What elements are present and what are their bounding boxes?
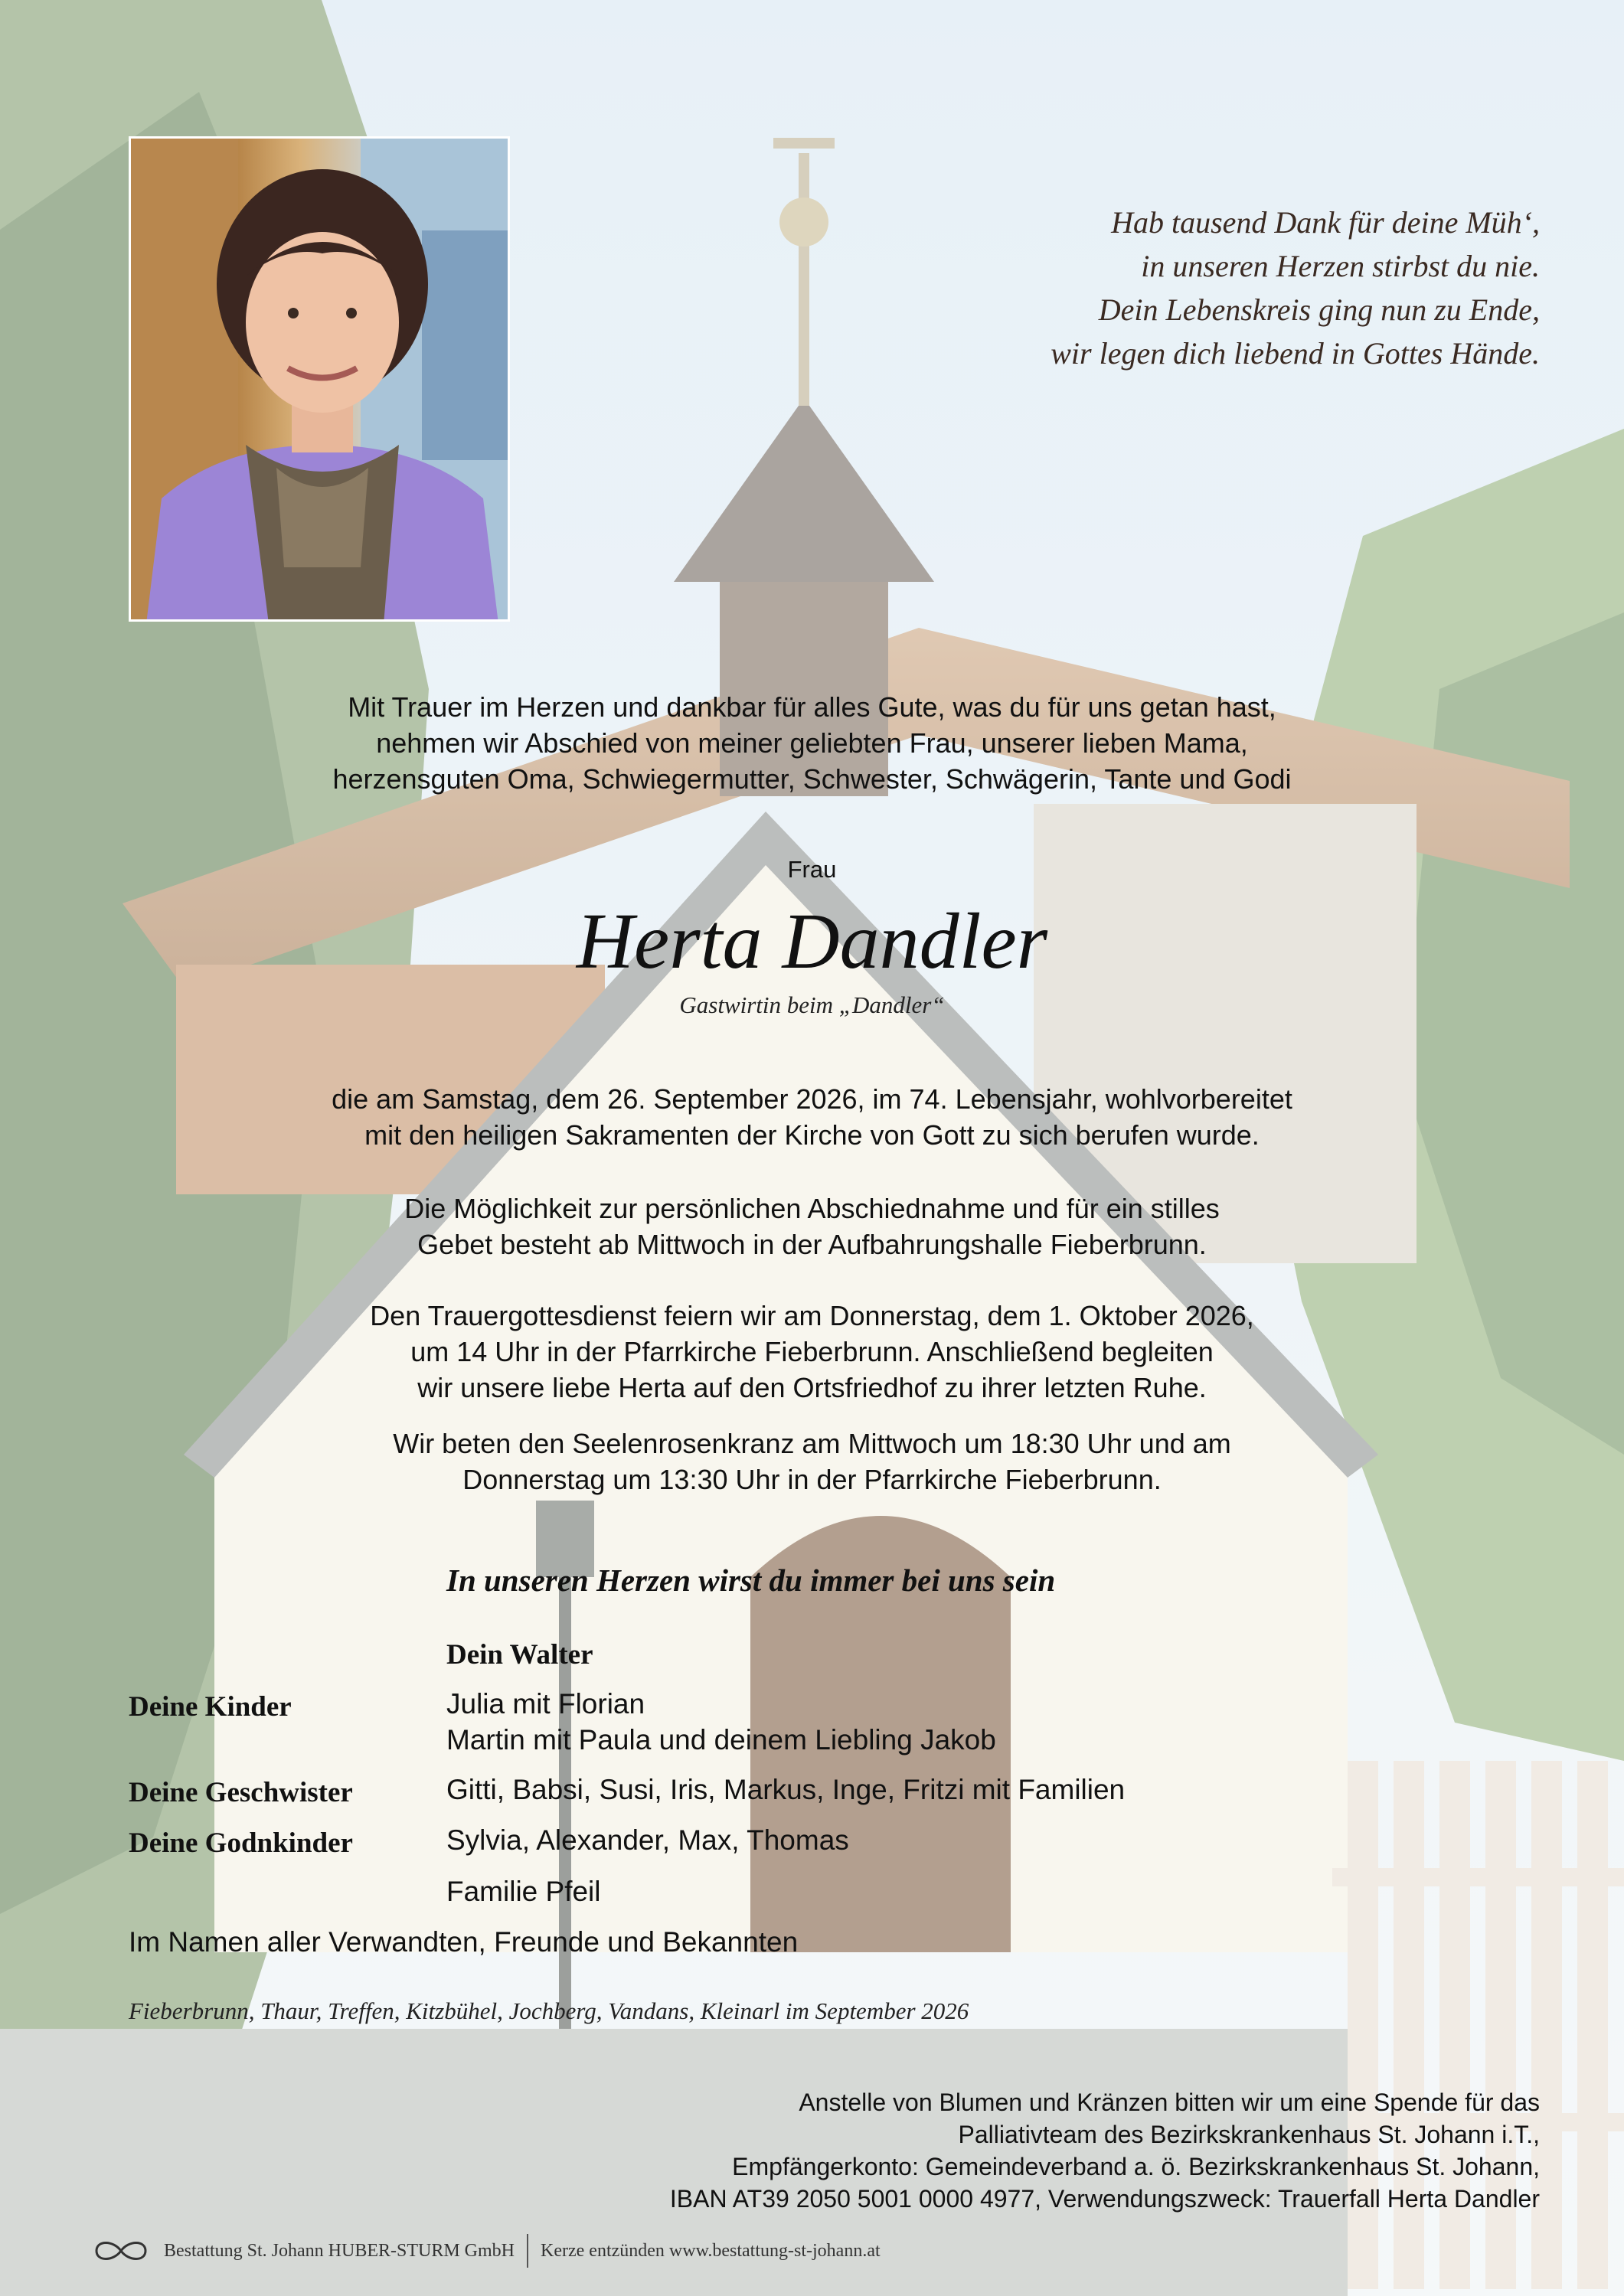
donation-line: Anstelle von Blumen und Kränzen bitten wir um eine Spende für das bbox=[799, 2089, 1540, 2116]
spouse: Dein Walter bbox=[446, 1639, 593, 1671]
poem-line: Hab tausend Dank für deine Müh‘, bbox=[1111, 205, 1540, 240]
death-notice-line: mit den heiligen Sakramenten der Kirche von Gott zu sich berufen wurde. bbox=[364, 1119, 1260, 1151]
donation-note bbox=[468, 2086, 1540, 2215]
children-label: Deine Kinder bbox=[129, 1691, 292, 1723]
service-line: wir unsere liebe Herta auf den Ortsfriedhof zu ihrer letzten Ruhe. bbox=[417, 1372, 1207, 1403]
child-entry: Julia mit Florian bbox=[446, 1688, 645, 1720]
portrait-photo bbox=[129, 136, 510, 622]
children-list bbox=[446, 1686, 996, 1758]
intro-line: herzensguten Oma, Schwiegermutter, Schwester, Schwägerin, Tante und Godi bbox=[332, 763, 1292, 795]
places-date: Fieberbrunn, Thaur, Treffen, Kitzbühel, Jochberg, Vandans, Kleinarl im September 2026 bbox=[129, 1997, 969, 2024]
godchildren-label: Deine Godnkinder bbox=[129, 1827, 353, 1859]
poem bbox=[851, 201, 1540, 375]
donation-line: Palliativteam des Bezirkskrankenhaus St. Johann i.T., bbox=[958, 2121, 1540, 2148]
siblings-label: Deine Geschwister bbox=[129, 1777, 353, 1808]
poem-line: Dein Lebenskreis ging nun zu Ende, bbox=[1098, 292, 1540, 327]
footer-divider bbox=[527, 2234, 528, 2268]
farewell-line: Die Möglichkeit zur persönlichen Abschiednahme und für ein stilles bbox=[404, 1193, 1220, 1224]
intro-line: Mit Trauer im Herzen und dankbar für alles Gute, was du für uns getan hast, bbox=[348, 691, 1276, 723]
candle-link[interactable]: Kerze entzünden www.bestattung-st-johann.at bbox=[541, 2240, 881, 2261]
death-notice bbox=[0, 1081, 1624, 1153]
child-entry: Martin mit Paula und deinem Liebling Jakob bbox=[446, 1724, 996, 1755]
family-entry: Familie Pfeil bbox=[446, 1876, 601, 1907]
deceased-subtitle: Gastwirtin beim „Dandler“ bbox=[679, 991, 945, 1018]
poem-line: in unseren Herzen stirbst du nie. bbox=[1141, 249, 1540, 283]
service-info bbox=[0, 1298, 1624, 1406]
rosary-info bbox=[0, 1426, 1624, 1497]
donation-line: IBAN AT39 2050 5001 0000 4977, Verwendungszweck: Trauerfall Herta Dandler bbox=[669, 2185, 1540, 2213]
rosary-line: Wir beten den Seelenrosenkranz am Mittwoch um 18:30 Uhr und am bbox=[393, 1428, 1231, 1459]
poem-line: wir legen dich liebend in Gottes Hände. bbox=[1051, 336, 1540, 371]
intro-line: nehmen wir Abschied von meiner geliebten Frau, unserer lieben Mama, bbox=[376, 727, 1248, 759]
siblings-list: Gitti, Babsi, Susi, Iris, Markus, Inge, Fritzi mit Familien bbox=[446, 1774, 1126, 1805]
donation-line: Empfängerkonto: Gemeindeverband a. ö. Bezirkskrankenhaus St. Johann, bbox=[732, 2153, 1540, 2180]
company-name: Bestattung St. Johann HUBER-STURM GmbH bbox=[164, 2240, 515, 2261]
rosary-line: Donnerstag um 13:30 Uhr in der Pfarrkirche Fieberbrunn. bbox=[462, 1464, 1162, 1495]
footer bbox=[90, 2232, 881, 2270]
farewell-line: Gebet besteht ab Mittwoch in der Aufbahrungshalle Fieberbrunn. bbox=[417, 1229, 1207, 1260]
service-line: um 14 Uhr in der Pfarrkirche Fieberbrunn. Anschließend begleiten bbox=[410, 1336, 1214, 1367]
infinity-icon bbox=[90, 2238, 152, 2264]
intro-text bbox=[0, 689, 1624, 797]
service-line: Den Trauergottesdienst feiern wir am Donnerstag, dem 1. Oktober 2026, bbox=[370, 1300, 1254, 1331]
closing-line: Im Namen aller Verwandten, Freunde und Bekannten bbox=[129, 1926, 799, 1958]
godchildren-list: Sylvia, Alexander, Max, Thomas bbox=[446, 1824, 849, 1856]
salutation: Frau bbox=[787, 856, 837, 883]
death-notice-line: die am Samstag, dem 26. September 2026, im 74. Lebensjahr, wohlvorbereitet bbox=[332, 1083, 1292, 1115]
deceased-name: Herta Dandler bbox=[576, 897, 1048, 985]
farewell-info bbox=[0, 1190, 1624, 1262]
motto: In unseren Herzen wirst du immer bei uns sein bbox=[446, 1563, 1056, 1598]
